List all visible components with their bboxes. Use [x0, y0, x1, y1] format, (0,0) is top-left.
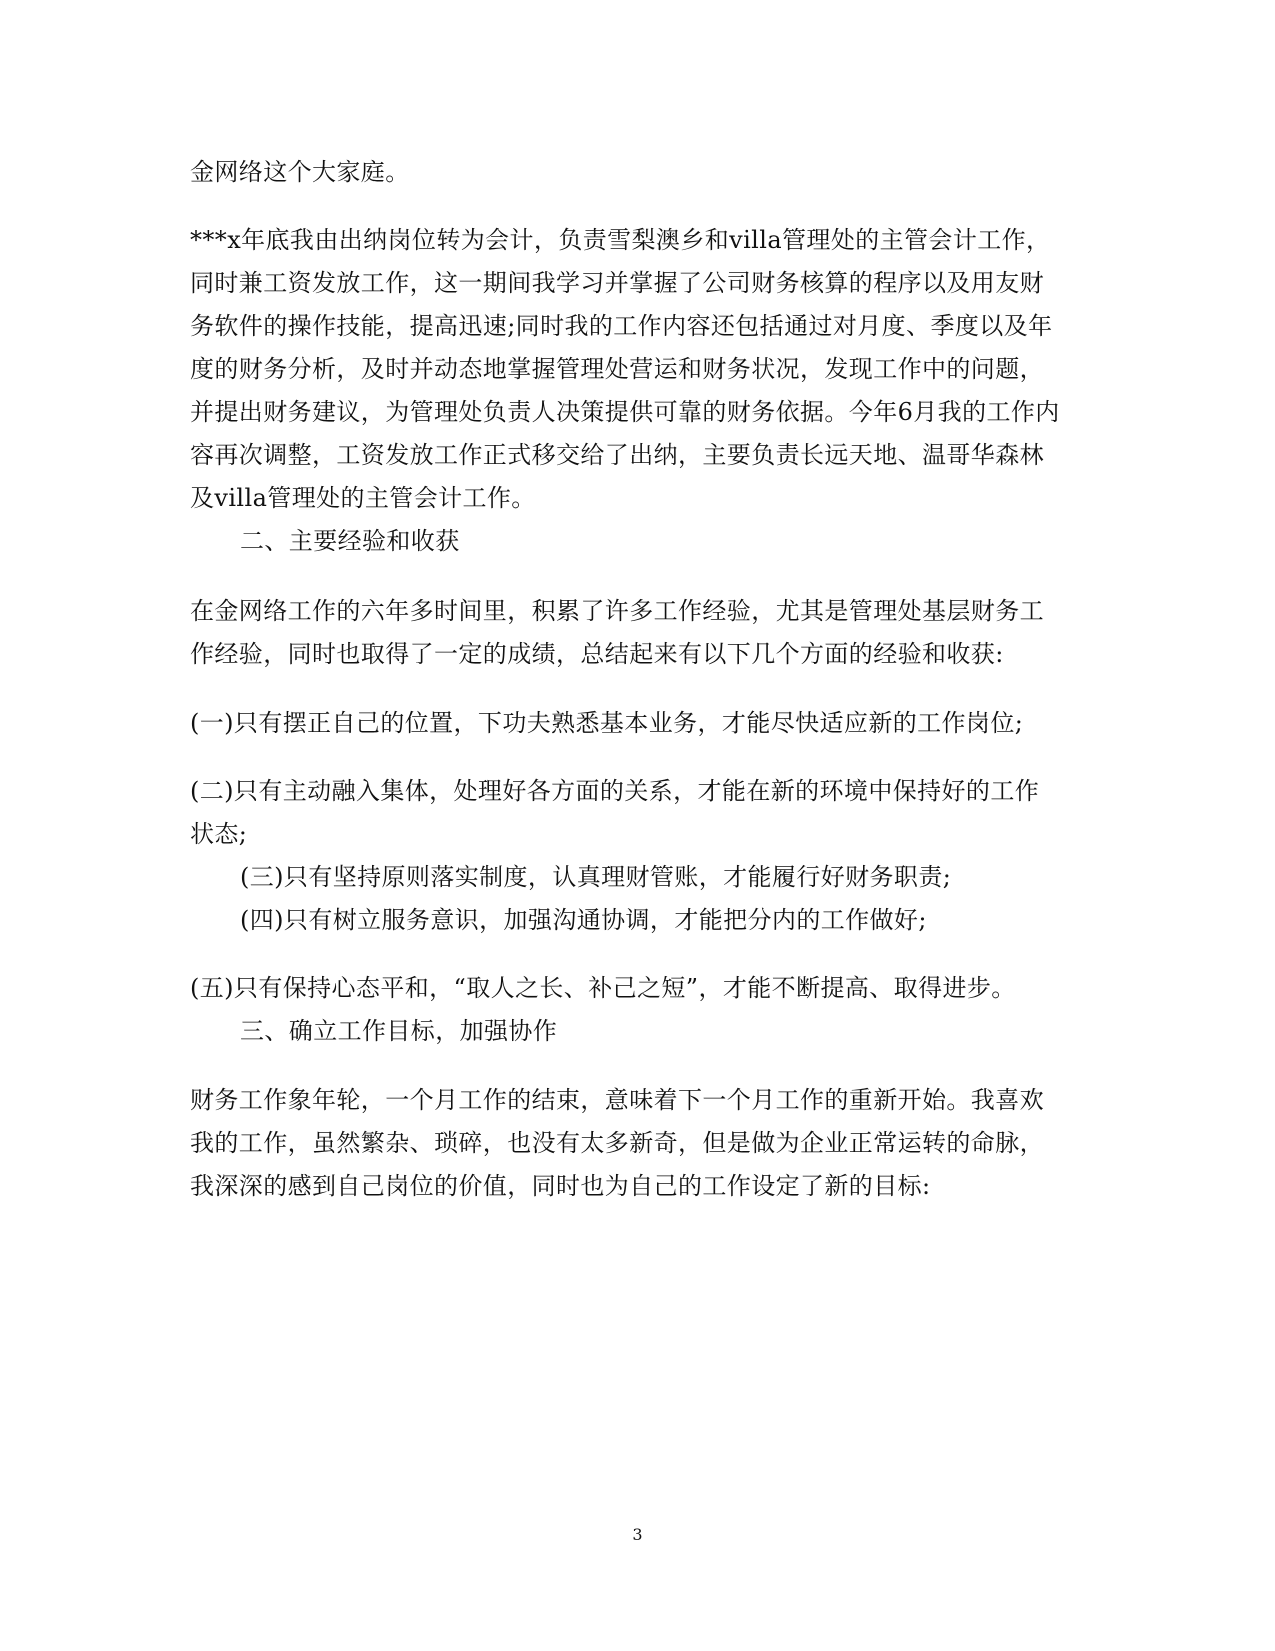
- body-text-line: 我的工作，虽然繁杂、琐碎，也没有太多新奇，但是做为企业正常运转的命脉，: [190, 1129, 1044, 1157]
- list-item: (五)只有保持心态平和，“取人之长、补己之短”，才能不断提高、取得进步。: [190, 974, 1016, 1002]
- body-text-line: 容再次调整，工资发放工作正式移交给了出纳，主要负责长远天地、温哥华森林: [190, 441, 1044, 469]
- body-text-line: ***x年底我由出纳岗位转为会计，负责雪梨澳乡和villa管理处的主管会计工作，: [190, 226, 1051, 254]
- body-text-line: 同时兼工资发放工作，这一期间我学习并掌握了公司财务核算的程序以及用友财: [190, 269, 1044, 297]
- body-text-line: 财务工作象年轮，一个月工作的结束，意味着下一个月工作的重新开始。我喜欢: [190, 1086, 1044, 1114]
- body-text-line: 及villa管理处的主管会计工作。: [190, 484, 536, 512]
- list-item: (四)只有树立服务意识，加强沟通协调，才能把分内的工作做好;: [240, 906, 927, 934]
- body-text-line: 并提出财务建议，为管理处负责人决策提供可靠的财务依据。今年6月我的工作内: [190, 398, 1060, 426]
- body-text-line: 度的财务分析，及时并动态地掌握管理处营运和财务状况，发现工作中的问题，: [190, 355, 1044, 383]
- page-number: 3: [632, 1525, 643, 1544]
- body-text-line: 务软件的操作技能，提高迅速;同时我的工作内容还包括通过对月度、季度以及年: [190, 312, 1053, 340]
- list-item: (三)只有坚持原则落实制度，认真理财管账，才能履行好财务职责;: [240, 863, 952, 891]
- body-text-line: 在金网络工作的六年多时间里，积累了许多工作经验，尤其是管理处基层财务工: [190, 597, 1044, 625]
- body-text-line: 我深深的感到自己岗位的价值，同时也为自己的工作设定了新的目标:: [190, 1172, 931, 1200]
- body-text-line: 状态;: [190, 820, 248, 848]
- section-heading: 三、确立工作目标，加强协作: [240, 1017, 558, 1045]
- list-item: (一)只有摆正自己的位置，下功夫熟悉基本业务，才能尽快适应新的工作岗位;: [190, 709, 1024, 737]
- section-heading: 二、主要经验和收获: [240, 527, 460, 555]
- list-item: (二)只有主动融入集体，处理好各方面的关系，才能在新的环境中保持好的工作: [190, 777, 1040, 805]
- body-text-line: 金网络这个大家庭。: [190, 158, 410, 186]
- body-text-line: 作经验，同时也取得了一定的成绩，总结起来有以下几个方面的经验和收获:: [190, 640, 1004, 668]
